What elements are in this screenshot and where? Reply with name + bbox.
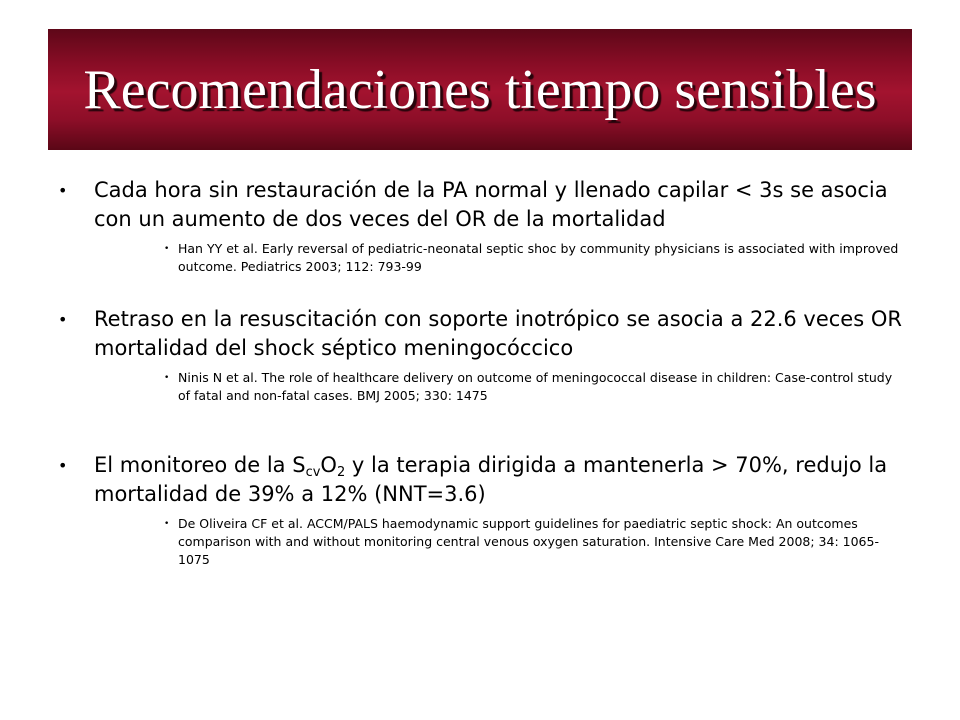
- bullet-text: Cada hora sin restauración de la PA normal y llenado capilar < 3s se asocia con un aumento de dos veces del OR de la mortalidad: [94, 178, 888, 231]
- sub-bullet-icon: •: [164, 519, 170, 529]
- bullet-list: [58, 176, 908, 569]
- subscript-cv: cv: [305, 465, 321, 480]
- reference-text: Ninis N et al. The role of healthcare delivery on outcome of meningococcal disease in children: Case-control study of fatal and non-fatal cases. BMJ 2005; 330: 1475: [178, 370, 893, 403]
- bullet-icon: •: [58, 310, 68, 329]
- slide-title: Recomendaciones tiempo sensibles: [83, 58, 877, 121]
- sub-bullet-icon: •: [164, 244, 170, 254]
- title-bar: [48, 29, 912, 150]
- sub-bullet-icon: •: [164, 373, 170, 383]
- bullet-item: [58, 176, 908, 234]
- bullet-icon: •: [58, 456, 68, 475]
- bullet-text-part: y la terapia dirigida a mantenerla > 70%, redujo la mortalidad de 39% a 12% (NNT=3.6): [94, 453, 888, 506]
- reference-text: De Oliveira CF et al. ACCM/PALS haemodynamic support guidelines for paediatric septic shock: An outcomes comparison with and without monitoring central venous oxygen saturation. Intensive Care Med 2008; 34: 1065-1075: [178, 516, 879, 567]
- bullet-text: Retraso en la resuscitación con soporte inotrópico se asocia a 22.6 veces OR mortalidad del shock séptico meningocóccico: [94, 307, 902, 360]
- reference-item: [164, 240, 908, 276]
- bullet-item: [58, 451, 908, 509]
- bullet-item: [58, 305, 908, 363]
- reference-item: [164, 369, 908, 405]
- bullet-text-part: El monitoreo de la S: [94, 453, 306, 477]
- reference-text: Han YY et al. Early reversal of pediatric-neonatal septic shoc by community physicians is associated with improved outcome. Pediatrics 2003; 112: 793-99: [178, 241, 899, 274]
- subscript-2: 2: [336, 465, 346, 480]
- bullet-icon: •: [58, 181, 68, 200]
- reference-item: [164, 515, 908, 569]
- bullet-text: [94, 453, 887, 506]
- bullet-text-part: O: [320, 453, 337, 477]
